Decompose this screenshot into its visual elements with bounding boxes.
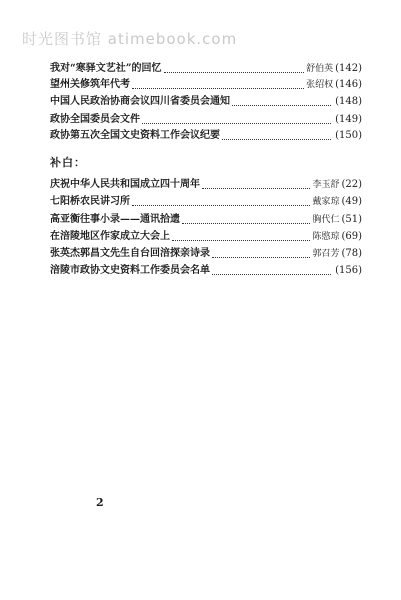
toc-entry-page: (142) [335,63,362,74]
toc-entry-author: 张绍权 [306,80,334,90]
toc-entry-title: 七阳桥农民讲习所 [50,196,130,207]
leader-dots [132,87,304,89]
toc-entry-page: (49) [341,196,362,207]
toc-entry-author: 陈愍琼 [312,232,340,242]
toc-entry [50,93,362,109]
toc-entry-author: 李玉舒 [312,180,340,190]
leader-dots [164,71,305,73]
toc-entry-page: (146) [335,79,362,90]
toc-entry-page: (148) [335,96,362,107]
toc-entry-page: (22) [341,179,362,190]
toc-entry-author: 胸代仁 [312,215,340,225]
toc-entry-title: 我对“寒驿文艺社”的回忆 [50,63,162,74]
leader-dots [222,138,331,140]
toc-entry-title: 中国人民政治协商会议四川省委员会通知 [50,96,230,107]
leader-dots [212,256,310,258]
toc-entry-title: 高亚衡往事小录——通讯拾遗 [50,214,180,225]
toc-entry [50,193,362,209]
toc-entry-page: (156) [335,265,362,276]
toc-entry-author: 戴家琼 [312,197,340,207]
toc-entry-title: 望州关修筑年代考 [50,79,130,90]
toc-entry [50,262,362,278]
toc-entry-page: (150) [335,130,362,141]
toc-entry [50,127,362,143]
leader-dots [182,222,310,224]
section-heading-supplements: 补白： [50,156,86,169]
leader-dots [132,204,310,206]
toc-entry-page: (51) [341,214,362,225]
toc-entry [50,245,362,261]
leader-dots [232,104,331,106]
toc-entry-title: 涪陵市政协文史资料工作委员会名单 [50,265,210,276]
toc-entry-page: (69) [341,231,362,242]
leader-dots [142,122,331,124]
toc-entry [50,60,362,76]
toc-entry [50,211,362,227]
toc-entry-title: 政协全国委员会文件 [50,114,140,125]
toc-entry-title: 庆祝中华人民共和国成立四十周年 [50,179,200,190]
toc-entry-page: (149) [335,114,362,125]
toc-entry-author: 舒伯英 [306,64,334,74]
toc-entry [50,228,362,244]
watermark-text: 时光图书馆 atimebook.com [22,30,238,48]
leader-dots [172,239,310,241]
toc-entry-title: 政协第五次全国文史资料工作会议纪要 [50,130,220,141]
leader-dots [212,273,331,275]
toc-entry [50,111,362,127]
leader-dots [202,187,310,189]
toc-entry-title: 在涪陵地区作家成立大会上 [50,231,170,242]
toc-entry [50,176,362,192]
toc-entry-title: 张英杰郭昌文先生自台回涪探亲诗录 [50,248,210,259]
toc-entry-page: (78) [341,248,362,259]
page-number: 2 [96,496,104,509]
toc-entry-author: 郭召芳 [312,249,340,259]
toc-entry [50,76,362,92]
